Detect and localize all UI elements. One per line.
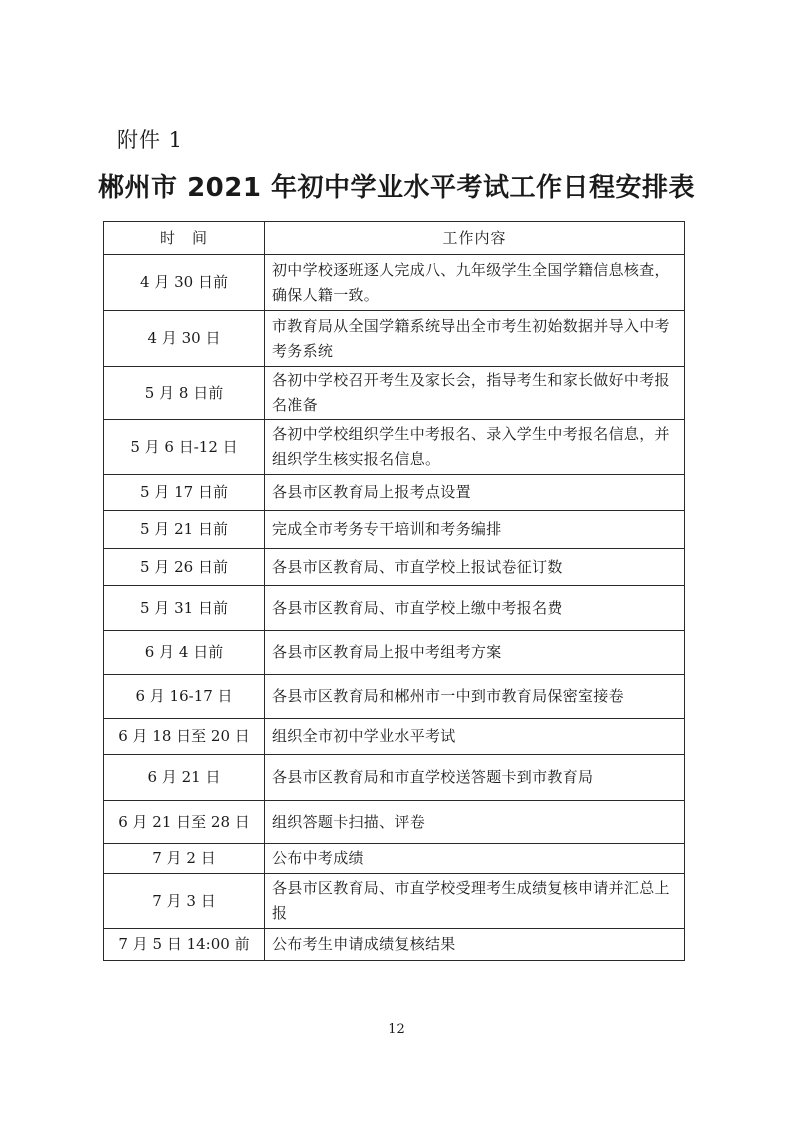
- row-content: 公布中考成绩: [265, 844, 685, 874]
- row-time: 4 月 30 日前: [104, 255, 265, 311]
- row-time: 5 月 6 日-12 日: [104, 420, 265, 475]
- row-time: 5 月 8 日前: [104, 367, 265, 420]
- table-header-row: [104, 222, 685, 255]
- row-time: 7 月 5 日 14:00 前: [104, 929, 265, 961]
- table-row: [104, 475, 685, 511]
- row-content: 市教育局从全国学籍系统导出全市考生初始数据并导入中考考务系统: [265, 311, 685, 367]
- row-time: 7 月 2 日: [104, 844, 265, 874]
- table-row: [104, 549, 685, 586]
- row-time: 6 月 16-17 日: [104, 675, 265, 719]
- table-row: [104, 874, 685, 929]
- row-content: 各县市区教育局、市直学校受理考生成绩复核申请并汇总上报: [265, 874, 685, 929]
- row-time: 4 月 30 日: [104, 311, 265, 367]
- table-row: [104, 719, 685, 755]
- row-time: 5 月 17 日前: [104, 475, 265, 511]
- schedule-table: [103, 221, 685, 961]
- row-content: 各县市区教育局上报中考组考方案: [265, 631, 685, 675]
- header-time: 时 间: [104, 222, 265, 255]
- row-content: 各初中学校组织学生中考报名、录入学生中考报名信息，并组织学生核实报名信息。: [265, 420, 685, 475]
- row-time: 5 月 31 日前: [104, 586, 265, 631]
- row-content: 组织答题卡扫描、评卷: [265, 801, 685, 844]
- table-row: [104, 631, 685, 675]
- table-row: [104, 420, 685, 475]
- row-time: 6 月 4 日前: [104, 631, 265, 675]
- row-content: 初中学校逐班逐人完成八、九年级学生全国学籍信息核查，确保人籍一致。: [265, 255, 685, 311]
- row-content: 各县市区教育局和市直学校送答题卡到市教育局: [265, 755, 685, 801]
- row-content: 各县市区教育局和郴州市一中到市教育局保密室接卷: [265, 675, 685, 719]
- page-number: 12: [388, 1022, 405, 1037]
- row-time: 5 月 26 日前: [104, 549, 265, 586]
- table-row: [104, 367, 685, 420]
- attachment-label: 附件 1: [117, 128, 184, 152]
- row-content: 组织全市初中学业水平考试: [265, 719, 685, 755]
- table-row: [104, 255, 685, 311]
- row-content: 公布考生申请成绩复核结果: [265, 929, 685, 961]
- table-row: [104, 929, 685, 961]
- row-time: 6 月 21 日至 28 日: [104, 801, 265, 844]
- table-row: [104, 311, 685, 367]
- table-row: [104, 511, 685, 549]
- row-time: 6 月 21 日: [104, 755, 265, 801]
- document-title: 郴州市 2021 年初中学业水平考试工作日程安排表: [98, 173, 695, 203]
- table-row: [104, 801, 685, 844]
- table-row: [104, 675, 685, 719]
- table-row: [104, 844, 685, 874]
- table-row: [104, 755, 685, 801]
- row-content: 各县市区教育局、市直学校上缴中考报名费: [265, 586, 685, 631]
- header-content: 工作内容: [265, 222, 685, 255]
- row-content: 各初中学校召开考生及家长会，指导考生和家长做好中考报名准备: [265, 367, 685, 420]
- row-content: 完成全市考务专干培训和考务编排: [265, 511, 685, 549]
- row-time: 7 月 3 日: [104, 874, 265, 929]
- row-time: 5 月 21 日前: [104, 511, 265, 549]
- row-content: 各县市区教育局上报考点设置: [265, 475, 685, 511]
- row-content: 各县市区教育局、市直学校上报试卷征订数: [265, 549, 685, 586]
- table-row: [104, 586, 685, 631]
- row-time: 6 月 18 日至 20 日: [104, 719, 265, 755]
